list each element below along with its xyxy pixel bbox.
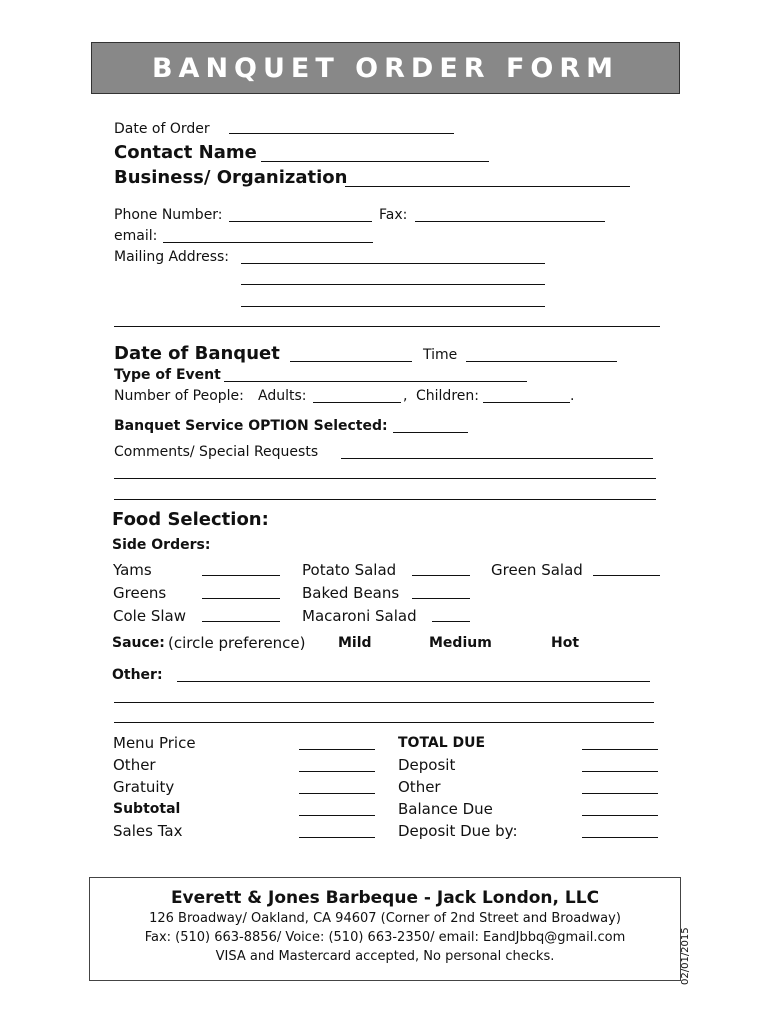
other-field-3[interactable]	[114, 722, 654, 723]
greens-field[interactable]	[202, 598, 280, 599]
deposit-due-by-field[interactable]	[582, 837, 658, 838]
form-title: BANQUET ORDER FORM	[151, 53, 620, 84]
side-item-yams: Yams	[113, 561, 152, 579]
business-label: Business/ Organization	[114, 167, 348, 188]
type-of-event-label: Type of Event	[114, 367, 221, 383]
yams-field[interactable]	[202, 575, 280, 576]
date-of-order-field[interactable]	[229, 133, 454, 134]
side-item-macaroni-salad: Macaroni Salad	[302, 607, 417, 625]
deposit-field[interactable]	[582, 771, 658, 772]
adults-label: Adults:	[258, 388, 307, 404]
fax-field[interactable]	[415, 221, 605, 222]
email-field[interactable]	[163, 242, 373, 243]
fax-label: Fax:	[379, 207, 408, 223]
other-right-label: Other	[398, 778, 441, 796]
food-selection-heading: Food Selection:	[112, 509, 269, 530]
side-item-cole-slaw: Cole Slaw	[113, 607, 186, 625]
time-label: Time	[423, 347, 458, 363]
sauce-option-hot[interactable]: Hot	[551, 635, 580, 651]
number-of-people-label: Number of People:	[114, 388, 244, 404]
type-of-event-field[interactable]	[224, 381, 527, 382]
mailing-field-1[interactable]	[241, 263, 545, 264]
balance-due-field[interactable]	[582, 815, 658, 816]
other-field-2[interactable]	[114, 702, 654, 703]
subtotal-label: Subtotal	[113, 801, 181, 817]
side-item-green-salad: Green Salad	[491, 561, 583, 579]
gratuity-label: Gratuity	[113, 778, 175, 796]
form-revision-date: 02/01/2015	[680, 927, 691, 985]
children-label: Children:	[416, 388, 479, 404]
balance-due-label: Balance Due	[398, 800, 493, 818]
side-item-greens: Greens	[113, 584, 167, 602]
mailing-field-2[interactable]	[241, 284, 545, 285]
sauce-option-mild[interactable]: Mild	[338, 635, 372, 651]
time-field[interactable]	[466, 361, 617, 362]
subtotal-field[interactable]	[299, 815, 375, 816]
comments-field-1[interactable]	[341, 458, 653, 459]
payment-note: VISA and Mastercard accepted, No personal checks.	[215, 949, 555, 964]
total-due-label: TOTAL DUE	[398, 735, 486, 751]
date-of-order-label: Date of Order	[114, 121, 210, 137]
comments-field-2[interactable]	[114, 478, 656, 479]
other-field-1[interactable]	[177, 681, 650, 682]
sauce-option-medium[interactable]: Medium	[429, 635, 492, 651]
mailing-label: Mailing Address:	[114, 249, 230, 265]
section-divider	[114, 326, 660, 327]
comments-label: Comments/ Special Requests	[114, 444, 319, 460]
menu-price-label: Menu Price	[113, 734, 196, 752]
green-salad-field[interactable]	[593, 575, 660, 576]
sales-tax-label: Sales Tax	[113, 822, 183, 840]
service-option-label: Banquet Service OPTION Selected:	[114, 418, 388, 434]
sauce-hint: (circle preference)	[168, 634, 306, 652]
gratuity-field[interactable]	[299, 793, 375, 794]
contact-name-label: Contact Name	[114, 142, 257, 163]
macaroni-salad-field[interactable]	[432, 621, 470, 622]
other-charge-label: Other	[113, 756, 156, 774]
other-charge-field[interactable]	[299, 771, 375, 772]
side-item-baked-beans: Baked Beans	[302, 584, 400, 602]
adults-field[interactable]	[313, 402, 401, 403]
other-label: Other:	[112, 667, 163, 683]
cole-slaw-field[interactable]	[202, 621, 280, 622]
date-of-banquet-field[interactable]	[290, 361, 412, 362]
mailing-field-3[interactable]	[241, 306, 545, 307]
children-field[interactable]	[483, 402, 570, 403]
business-contact: Fax: (510) 663-8856/ Voice: (510) 663-2350/ email: EandJbbq@gmail.com	[144, 930, 626, 945]
date-of-banquet-label: Date of Banquet	[114, 343, 280, 364]
deposit-due-by-label: Deposit Due by:	[398, 822, 518, 840]
business-field[interactable]	[345, 186, 630, 187]
other-right-field[interactable]	[582, 793, 658, 794]
comments-field-3[interactable]	[114, 499, 656, 500]
side-orders-label: Side Orders:	[112, 537, 211, 553]
sauce-label: Sauce:	[112, 635, 165, 651]
business-address: 126 Broadway/ Oakland, CA 94607 (Corner of 2nd Street and Broadway)	[149, 911, 621, 926]
menu-price-field[interactable]	[299, 749, 375, 750]
email-label: email:	[114, 228, 158, 244]
title-banner	[91, 42, 680, 94]
deposit-label: Deposit	[398, 756, 456, 774]
total-due-field[interactable]	[582, 749, 658, 750]
phone-label: Phone Number:	[114, 207, 223, 223]
adults-comma: ,	[403, 388, 408, 404]
side-item-potato-salad: Potato Salad	[302, 561, 397, 579]
phone-field[interactable]	[229, 221, 372, 222]
potato-salad-field[interactable]	[412, 575, 470, 576]
sales-tax-field[interactable]	[299, 837, 375, 838]
children-period: .	[570, 388, 575, 404]
baked-beans-field[interactable]	[412, 598, 470, 599]
service-option-field[interactable]	[393, 432, 468, 433]
contact-name-field[interactable]	[261, 161, 489, 162]
business-name: Everett & Jones Barbeque - Jack London, LLC	[170, 888, 600, 908]
